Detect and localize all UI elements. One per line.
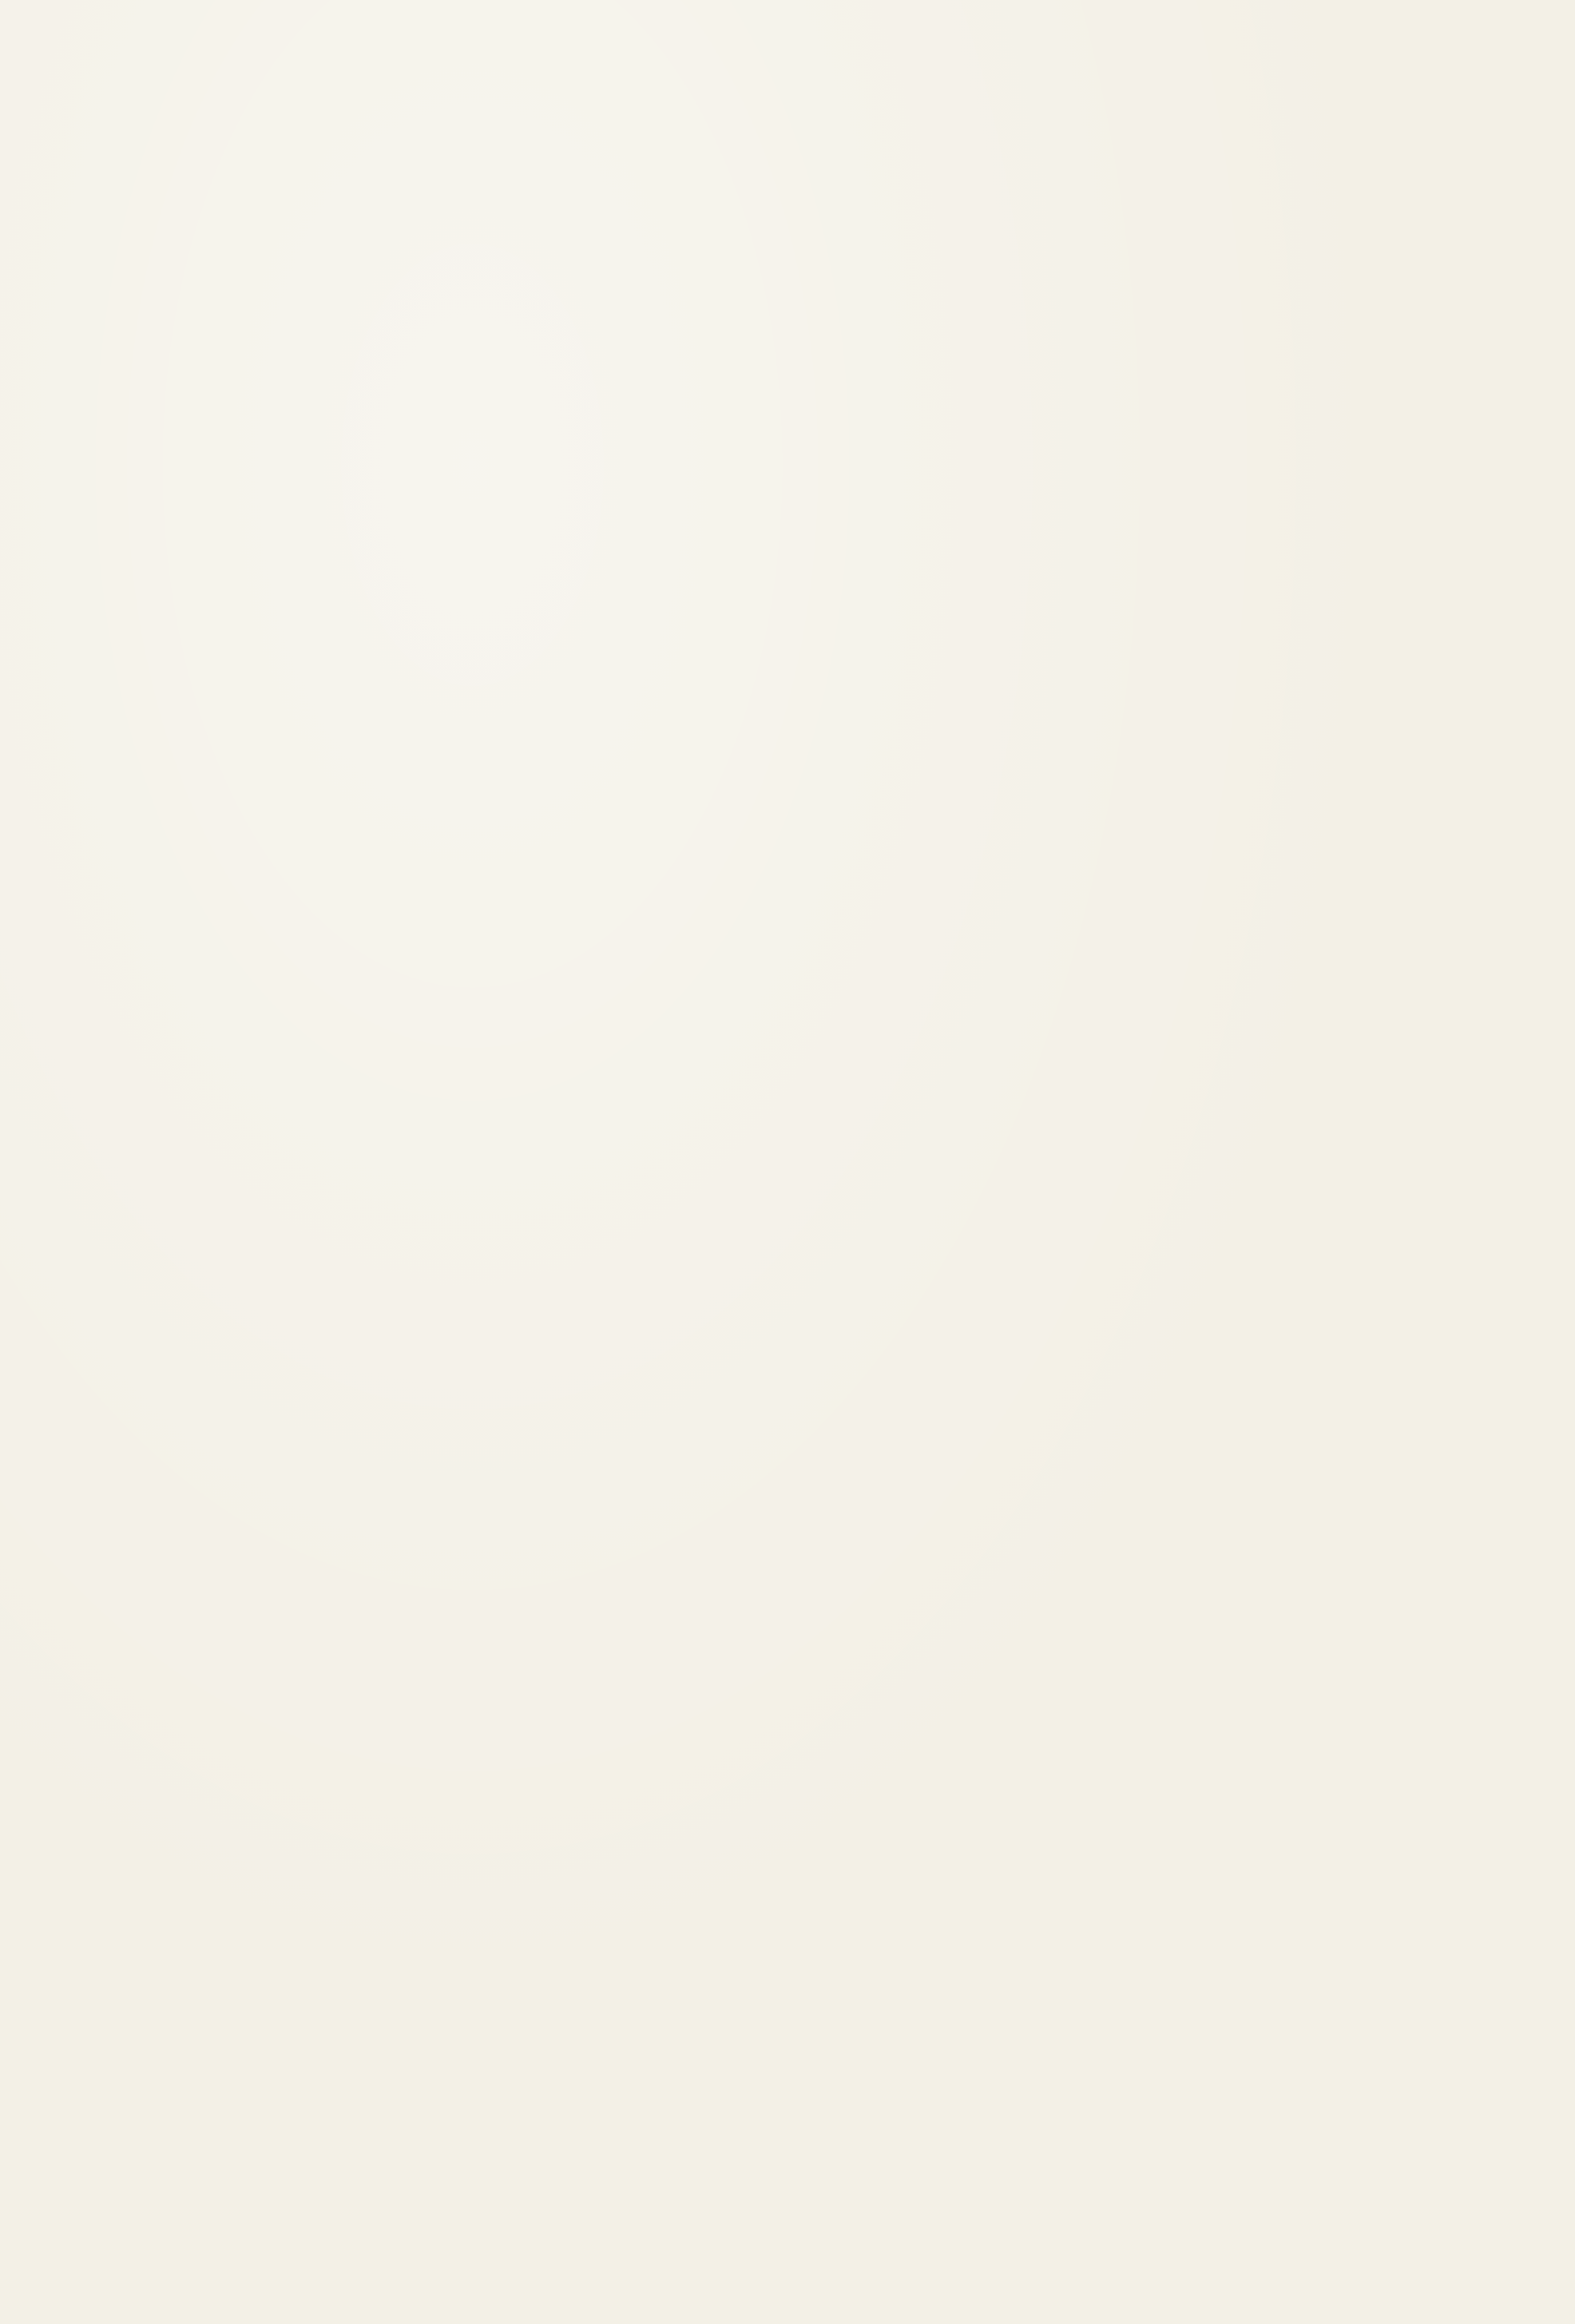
- text-block-middle: [104, 863, 1382, 1493]
- text-block-bottom: [104, 1533, 1382, 2236]
- text-block-top: [104, 156, 1382, 819]
